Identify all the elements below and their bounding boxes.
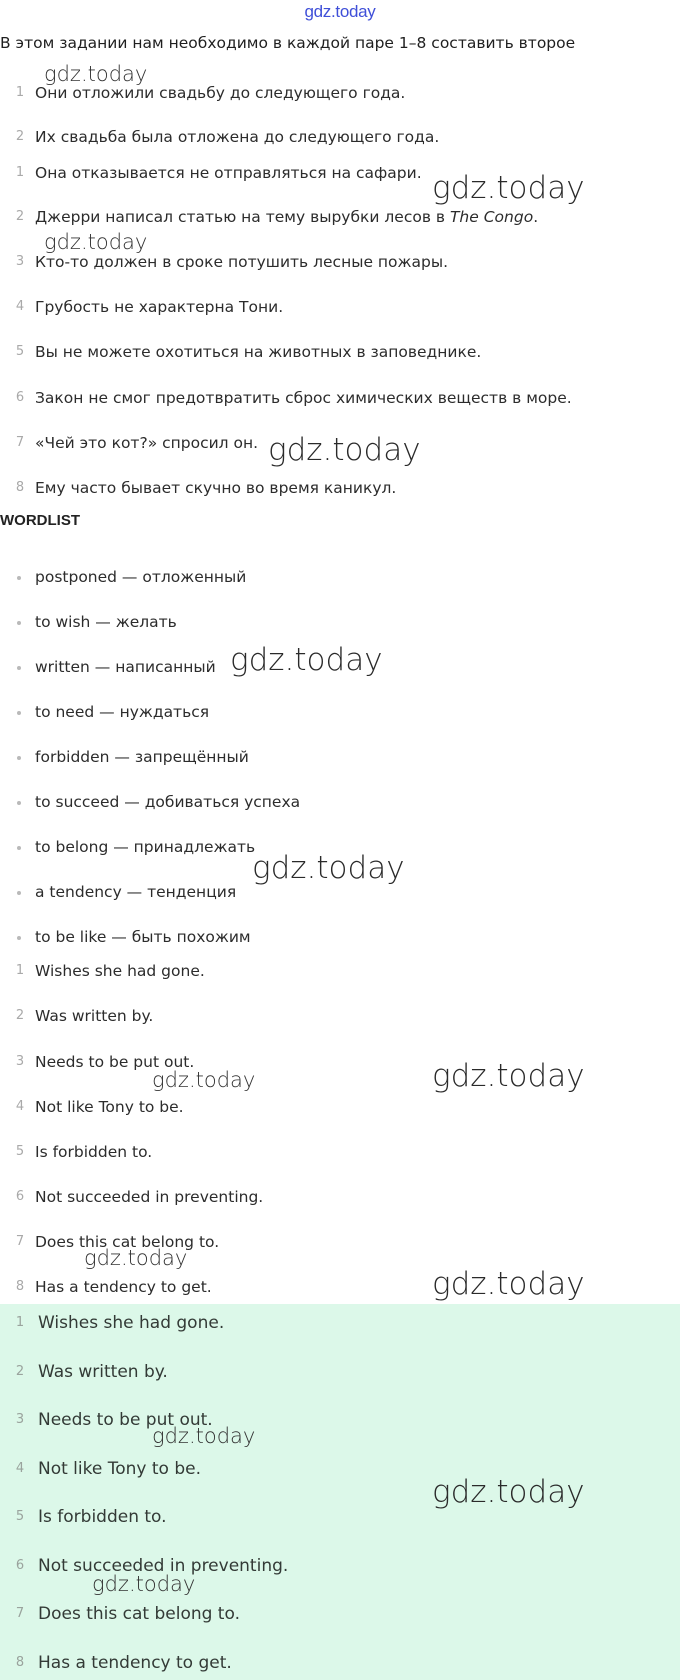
item-number: 1 <box>15 1315 25 1330</box>
item-text: Not like Tony to be. <box>38 1458 201 1479</box>
watermark-text: gdz.today <box>152 1424 256 1448</box>
item-text <box>35 385 572 411</box>
item-text-main: «Чей это кот?» спросил он. <box>35 434 259 452</box>
item-number: 2 <box>15 129 25 144</box>
item-number: 8 <box>15 1279 25 1294</box>
item-text: Is forbidden to. <box>38 1507 167 1527</box>
wordlist-item-text: written — написанный <box>35 658 216 676</box>
item-text-italic: The Congo <box>449 208 534 226</box>
item-text-main: Закон не смог предотвратить сброс химических веществ в море. <box>35 389 572 407</box>
item-text <box>35 204 538 230</box>
item-number: 4 <box>15 1460 25 1476</box>
wordlist-item-text: forbidden — запрещённый <box>35 748 249 766</box>
item-number: 8 <box>15 1654 25 1670</box>
highlighted-answer-panel <box>0 1304 680 1680</box>
item-text: Was written by. <box>38 1361 168 1382</box>
item-text-main: Джерри написал статью на тему вырубки лесов в <box>35 208 450 226</box>
bullet-icon <box>17 801 21 805</box>
wordlist-item-text: postponed — отложенный <box>35 568 247 586</box>
item-text: Wishes she had gone. <box>38 1313 225 1333</box>
item-text: Needs to be put out. <box>35 1053 195 1071</box>
item-number: 3 <box>15 1412 25 1427</box>
wordlist-heading: WORDLIST <box>0 512 80 529</box>
item-number: 4 <box>15 1099 25 1114</box>
item-text: Does this cat belong to. <box>38 1604 240 1624</box>
watermark-text: gdz.today <box>152 1068 256 1092</box>
watermark-text: gdz.today <box>252 850 405 886</box>
item-text: Has a tendency to get. <box>38 1652 232 1673</box>
item-text-main: Кто-то должен в сроке потушить лесные пожары. <box>35 253 448 271</box>
site-title[interactable]: gdz.today <box>304 2 376 21</box>
item-number: 7 <box>15 1234 25 1249</box>
item-number: 5 <box>15 1509 25 1524</box>
watermark-text: gdz.today <box>44 62 148 86</box>
item-text: Does this cat belong to. <box>35 1233 220 1251</box>
item-number: 7 <box>15 1606 25 1621</box>
watermark-text: gdz.today <box>268 432 421 468</box>
bullet-icon <box>17 846 21 850</box>
item-text: Wishes she had gone. <box>35 962 205 980</box>
wordlist-item-text: a tendency — тенденция <box>35 883 237 901</box>
item-text: Needs to be put out. <box>38 1410 213 1430</box>
item-number: 3 <box>15 1054 25 1069</box>
item-text-after: . <box>533 208 539 226</box>
item-text <box>35 124 439 150</box>
bullet-icon <box>17 711 21 715</box>
intro-text: В этом задании нам необходимо в каждой паре 1–8 составить второе <box>0 34 576 52</box>
wordlist-item-text: to need — нуждаться <box>35 703 210 721</box>
item-number: 4 <box>15 299 25 314</box>
item-text-main: Грубость не характерна Тони. <box>35 298 284 316</box>
item-text <box>35 339 481 365</box>
wordlist-item-text: to belong — принадлежать <box>35 838 256 856</box>
item-text: Not like Tony to be. <box>35 1098 184 1116</box>
item-number: 1 <box>15 963 25 978</box>
item-text <box>35 475 396 501</box>
item-text <box>35 430 258 456</box>
bullet-icon <box>17 756 21 760</box>
item-number: 3 <box>15 254 25 269</box>
item-text <box>35 160 422 186</box>
item-number: 5 <box>15 1144 25 1159</box>
bullet-icon <box>17 621 21 625</box>
item-text: Not succeeded in preventing. <box>35 1188 264 1206</box>
item-text: Not succeeded in preventing. <box>38 1555 289 1576</box>
item-number: 2 <box>15 1008 25 1023</box>
watermark-text: gdz.today <box>92 1572 196 1596</box>
bullet-icon <box>17 891 21 895</box>
watermark-text: gdz.today <box>230 642 383 678</box>
item-text: Was written by. <box>35 1007 154 1025</box>
wordlist-item-text: to be like — быть похожим <box>35 928 251 946</box>
watermark-text: gdz.today <box>432 170 585 206</box>
item-number: 6 <box>15 1557 25 1573</box>
item-text: Is forbidden to. <box>35 1143 153 1161</box>
watermark-text: gdz.today <box>432 1266 585 1302</box>
bullet-icon <box>17 936 21 940</box>
watermark-text: gdz.today <box>44 230 148 254</box>
bullet-icon <box>17 576 21 580</box>
item-number: 2 <box>15 1363 25 1379</box>
item-text <box>35 249 448 275</box>
item-number: 1 <box>15 165 25 180</box>
bullet-icon <box>17 666 21 670</box>
item-number: 6 <box>15 1189 25 1204</box>
watermark-text: gdz.today <box>84 1246 188 1270</box>
item-number: 1 <box>15 85 25 100</box>
watermark-text: gdz.today <box>432 1058 585 1094</box>
watermark-text: gdz.today <box>432 1474 585 1510</box>
item-text <box>35 80 405 106</box>
item-text-main: Она отказывается не отправляться на сафари. <box>35 164 422 182</box>
wordlist-item-text: to wish — желать <box>35 613 177 631</box>
item-text <box>35 294 283 320</box>
item-number: 2 <box>15 209 25 224</box>
item-text: Has a tendency to get. <box>35 1278 212 1296</box>
item-text-main: Ему часто бывает скучно во время каникул. <box>35 479 397 497</box>
item-number: 6 <box>15 390 25 405</box>
item-text-main: Они отложили свадьбу до следующего года. <box>35 84 406 102</box>
item-text-main: Вы не можете охотиться на животных в заповеднике. <box>35 343 482 361</box>
item-number: 7 <box>15 435 25 450</box>
item-number: 8 <box>15 480 25 495</box>
item-text-main: Их свадьба была отложена до следующего года. <box>35 128 440 146</box>
item-number: 5 <box>15 344 25 359</box>
wordlist-item-text: to succeed — добиваться успеха <box>35 793 301 811</box>
